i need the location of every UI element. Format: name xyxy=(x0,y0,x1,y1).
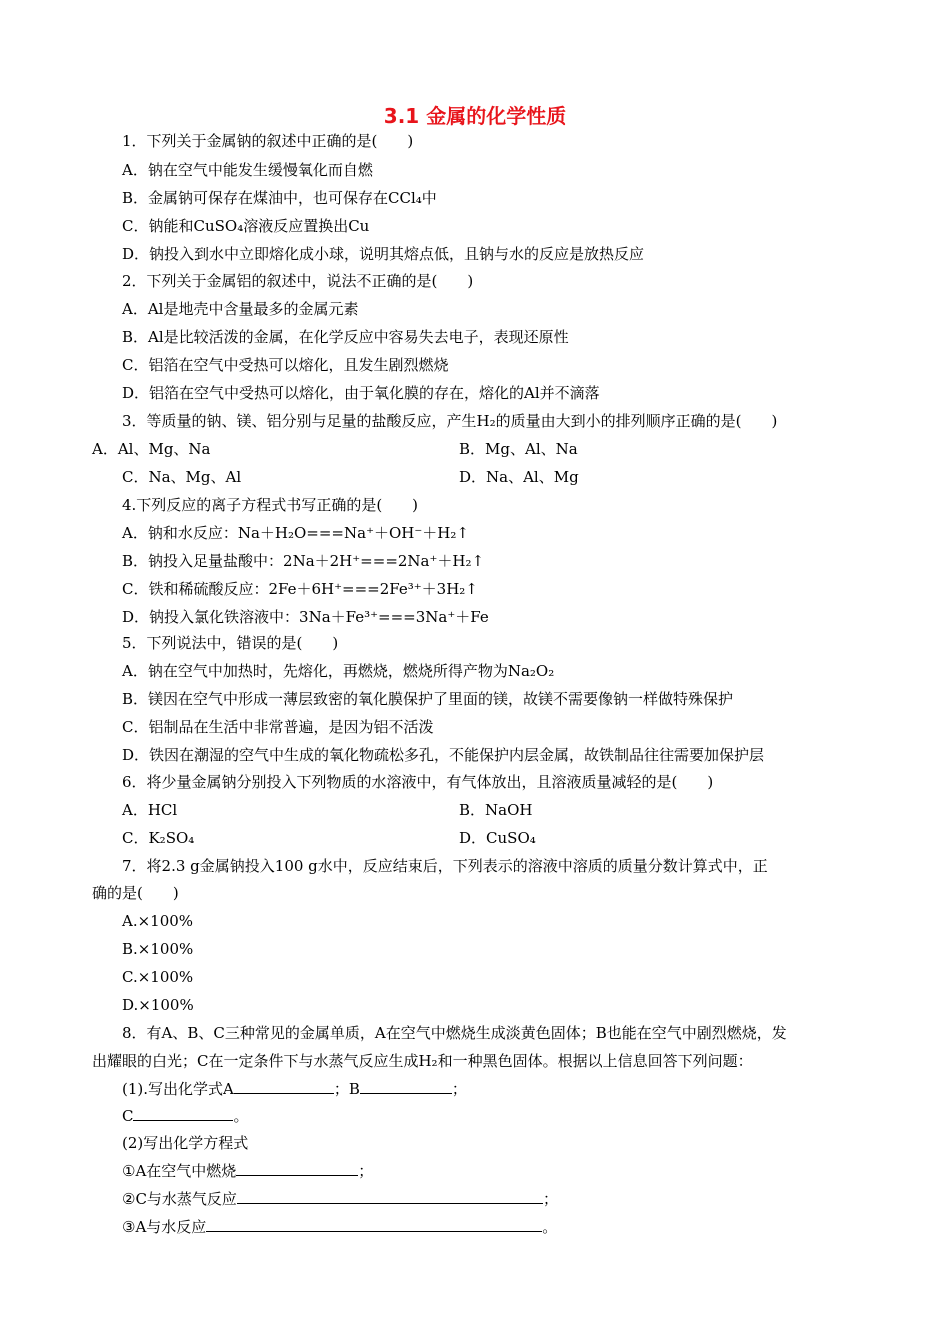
punctuation: ； xyxy=(451,1080,467,1098)
text-line: 4.下列反应的离子方程式书写正确的是( ) xyxy=(122,496,419,514)
equation-2-label: ②C与水蒸气反应 xyxy=(122,1190,237,1208)
punctuation: ； xyxy=(542,1190,558,1208)
answer-blank-eq3[interactable] xyxy=(206,1217,542,1232)
text-line: A．钠在空气中加热时，先熔化，再燃烧，燃烧所得产物为Na₂O₂ xyxy=(122,662,555,680)
q8-formula-a-label: (1).写出化学式A xyxy=(122,1080,234,1098)
text-line: D．铁因在潮湿的空气中生成的氧化物疏松多孔，不能保护内层金属，故铁制品往往需要加保护层 xyxy=(122,746,765,764)
q8-part2-heading xyxy=(122,1133,248,1153)
equation-3-label: ③A与水反应 xyxy=(122,1218,207,1236)
page-title: 3.1 金属的化学性质 xyxy=(383,104,567,128)
text-line: C．铝制品在生活中非常普遍，是因为铝不活泼 xyxy=(122,718,434,736)
answer-blank-eq2[interactable] xyxy=(237,1189,543,1204)
answer-blank-c[interactable] xyxy=(133,1106,233,1121)
text-line: 出耀眼的白光；C在一定条件下与水蒸气反应生成H₂和一种黑色固体。根据以上信息回答下列问题： xyxy=(92,1052,753,1070)
text-line: B．金属钠可保存在煤油中，也可保存在CCl₄中 xyxy=(122,189,437,207)
text-line: D．铝箔在空气中受热可以熔化，由于氧化膜的存在，熔化的Al并不滴落 xyxy=(122,384,600,402)
punctuation: ； xyxy=(358,1162,374,1180)
answer-blank-eq1[interactable] xyxy=(236,1161,358,1176)
text-line: D．钠投入到水中立即熔化成小球，说明其熔点低，且钠与水的反应是放热反应 xyxy=(122,245,645,263)
text-line: B．镁因在空气中形成一薄层致密的氧化膜保护了里面的镁，故镁不需要像钠一样做特殊保护 xyxy=(122,690,734,708)
text-line: B．钠投入足量盐酸中：2Na＋2H⁺===2Na⁺＋H₂↑ xyxy=(122,552,485,570)
text-line: 5．下列说法中，错误的是( ) xyxy=(122,634,339,652)
text-line: D．钠投入氯化铁溶液中：3Na＋Fe³⁺===3Na⁺＋Fe xyxy=(122,608,489,626)
text-line: A．Al、Mg、Na xyxy=(92,440,211,458)
text-line: C．铝箔在空气中受热可以熔化，且发生剧烈燃烧 xyxy=(122,356,449,374)
q8-equation-1-line xyxy=(122,1161,373,1181)
text-line: A.×100% xyxy=(122,912,194,930)
q8-part2-label: (2)写出化学方程式 xyxy=(122,1134,249,1152)
text-line: 确的是( ) xyxy=(92,884,179,902)
text-line: 8．有A、B、C三种常见的金属单质，A在空气中燃烧生成淡黄色固体；B也能在空气中剧烈燃烧，发 xyxy=(122,1024,787,1042)
text-line: A．Al是地壳中含量最多的金属元素 xyxy=(122,300,359,318)
text-line: C．钠能和CuSO₄溶液反应置换出Cu xyxy=(122,217,370,235)
text-line: 3．等质量的钠、镁、铝分别与足量的盐酸反应，产生H₂的质量由大到小的排列顺序正确的是( ) xyxy=(122,412,778,430)
text-line: C.×100% xyxy=(122,968,194,986)
text-line: C．Na、Mg、Al xyxy=(122,468,242,486)
text-line: C．K₂SO₄ xyxy=(122,829,195,847)
text-line: D.×100% xyxy=(122,996,194,1014)
text-line: 2．下列关于金属铝的叙述中，说法不正确的是( ) xyxy=(122,272,474,290)
q8-formula-c-label: C xyxy=(122,1107,134,1125)
text-line: A．钠在空气中能发生缓慢氧化而自燃 xyxy=(122,161,373,179)
answer-blank-a[interactable] xyxy=(234,1079,334,1094)
text-line: 6．将少量金属钠分别投入下列物质的水溶液中，有气体放出，且溶液质量减轻的是( ) xyxy=(122,773,714,791)
text-line: B.×100% xyxy=(122,940,194,958)
text-line: D．CuSO₄ xyxy=(459,829,536,847)
punctuation: 。 xyxy=(542,1218,558,1236)
q8-part1-line xyxy=(122,1079,467,1099)
text-line: D．Na、Al、Mg xyxy=(459,468,579,486)
q8-equation-3-line xyxy=(122,1217,557,1237)
text-line: A．HCl xyxy=(122,801,178,819)
text-line: B．NaOH xyxy=(459,801,533,819)
text-line: 7．将2.3 g金属钠投入100 g水中，反应结束后，下列表示的溶液中溶质的质量分数计算式中，正 xyxy=(122,857,768,875)
text-line: C．铁和稀硫酸反应：2Fe＋6H⁺===2Fe³⁺＋3H₂↑ xyxy=(122,580,478,598)
text-line: 1．下列关于金属钠的叙述中正确的是( ) xyxy=(122,132,414,150)
answer-blank-b[interactable] xyxy=(360,1079,452,1094)
q8-part1-line2 xyxy=(122,1106,249,1126)
text-line: A．钠和水反应：Na＋H₂O===Na⁺＋OH⁻＋H₂↑ xyxy=(122,524,469,542)
q8-formula-b-label: ；B xyxy=(333,1080,360,1098)
punctuation: 。 xyxy=(233,1107,249,1125)
text-line: B．Al是比较活泼的金属，在化学反应中容易失去电子，表现还原性 xyxy=(122,328,569,346)
equation-1-label: ①A在空气中燃烧 xyxy=(122,1162,237,1180)
text-line: B．Mg、Al、Na xyxy=(459,440,578,458)
q8-equation-2-line xyxy=(122,1189,558,1209)
